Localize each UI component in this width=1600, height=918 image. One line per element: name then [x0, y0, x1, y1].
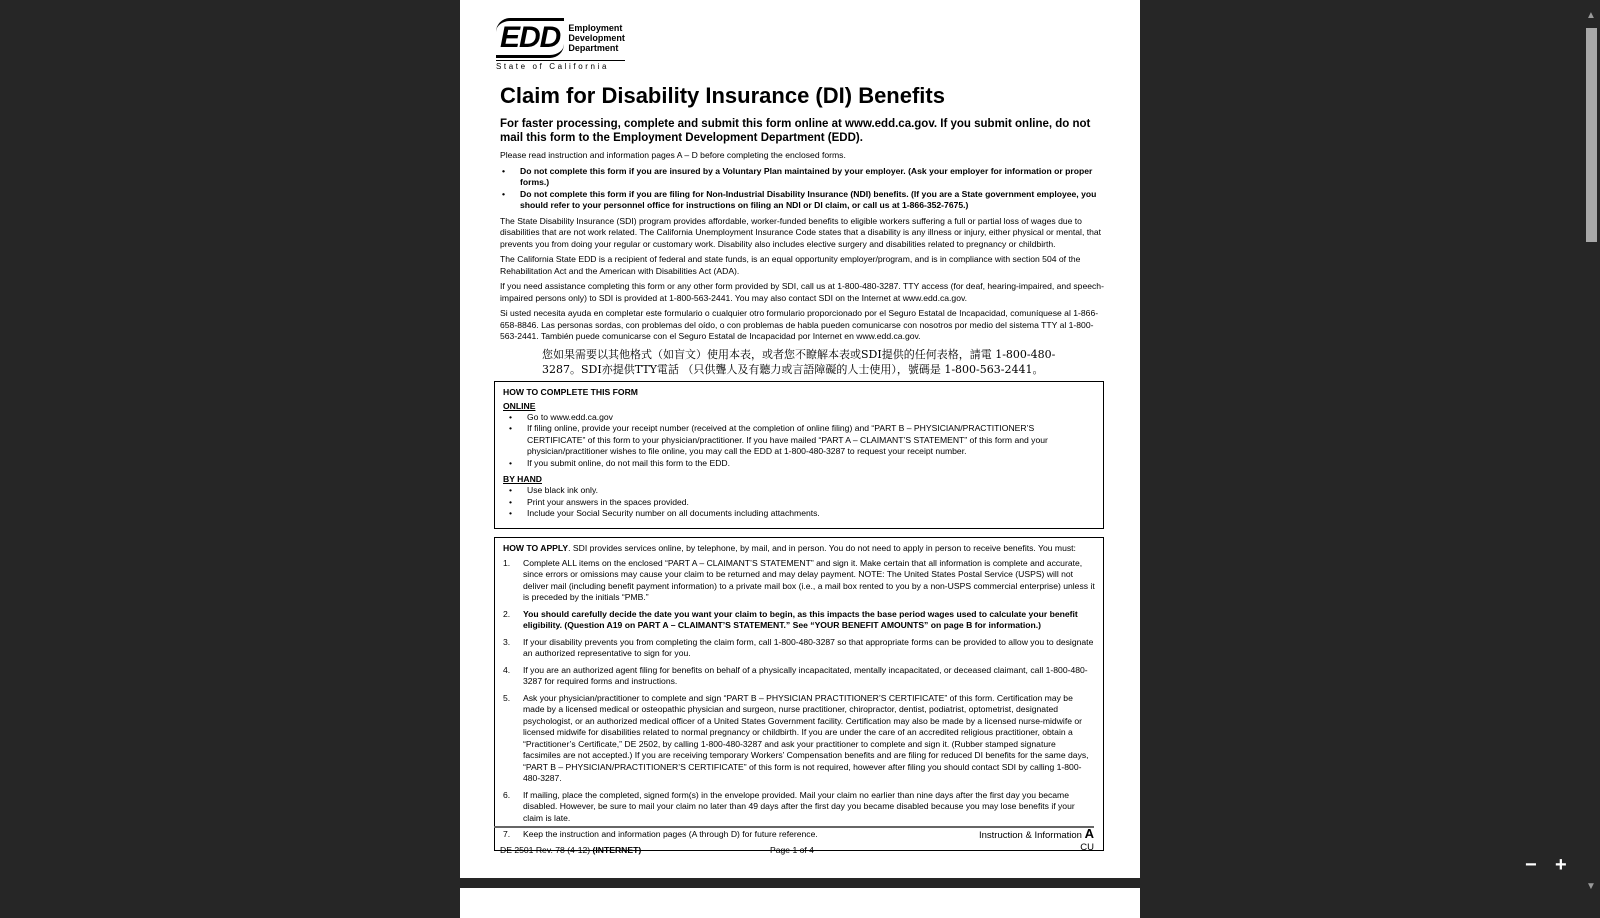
edd-logo [496, 18, 1104, 71]
scroll-down-icon[interactable]: ▼ [1586, 881, 1596, 892]
step-number: 7. [503, 829, 511, 839]
how-to-apply-title: HOW TO APPLY [503, 542, 569, 553]
page-number: Page 1 of 4 [770, 845, 814, 855]
paragraph-chinese: 您如果需要以其他格式（如盲文）使用本表，或者您不瞭解本表或SDI提供的任何表格，請電 1-800-480-3287。SDI亦提供TTY電話 （只供聾人及有聽力或言語障礙的人士使用），號碼是 1-800-563-2441。 [542, 347, 1056, 376]
by-hand-item: • Include your Social Security number on all documents including attachments. [507, 508, 1095, 520]
online-label: ONLINE [503, 400, 536, 411]
how-to-complete-box [494, 381, 1104, 529]
paragraph-spanish: Si usted necesita ayuda en completar este formulario o cualquier otro formulario proporcionado por el Seguro Estatal de Incapacidad, comuníquese al 1-866-658-8846. Las personas sordas, con problemas del oído, o con problemas de habla pueden comunicarse con nosotros por medio del sistema TTY al 1-800-563-2441. También puede comunicarse con el Seguro Estatal de Incapacidad por Internet en www.edd.ca.gov. [500, 308, 1099, 341]
logo-line-2: Development [568, 33, 625, 43]
section-letter: A [1084, 826, 1094, 841]
apply-step [503, 790, 1095, 825]
apply-step [503, 637, 1095, 660]
step-text: Complete ALL items on the enclosed “PART A – CLAIMANT’S STATEMENT” and sign it. Make certain that all information is complete and accurate, since errors or omissions may cause your claim to be returned and may delay payment. NOTE: The United States Postal Service (USPS) will not deliver mail (including benefit payment information) to a private mail box (i.e., a mail box rented to you by a non-USPS commercial enterprise) unless it is preceded by the initials “PMB.” [523, 557, 1095, 602]
scroll-thumb[interactable] [1586, 28, 1597, 242]
footer-section [979, 828, 1094, 854]
step-number: 2. [503, 608, 511, 619]
paragraph-assistance: If you need assistance completing this form or any other form provided by SDI, call us at 1-800-480-3287. TTY access (for deaf, hearing-impaired, and speech-impaired persons only) to SDI is provided at 1-800-563-2441. You may also contact SDI on the Internet at www.edd.ca.gov. [500, 281, 1104, 303]
warning-item: • Do not complete this form if you are insured by a Voluntary Plan maintained by your employer. (Ask your employer for information or proper forms.) [500, 166, 1104, 189]
step-number: 1. [503, 557, 511, 568]
page-title: Claim for Disability Insurance (DI) Benefits [500, 83, 945, 108]
apply-steps [503, 558, 1095, 841]
form-id: DE 2501 Rev. 78 (4-12) [500, 845, 591, 855]
logo-line-1: Employment [568, 23, 623, 33]
by-hand-item: • Use black ink only. [507, 485, 1095, 497]
next-page-preview [460, 888, 1140, 918]
step-text: Keep the instruction and information pages (A through D) for future reference. [523, 829, 818, 839]
lead-text: For faster processing, complete and submit this form online at www.edd.ca.gov. If you submit online, do not mail this form to the Employment Development Department (EDD). [500, 118, 1091, 144]
footer-form-id [500, 845, 641, 855]
document-page [460, 0, 1140, 878]
paragraph-ada: The California State EDD is a recipient of federal and state funds, is an equal opportunity employer/program, and is in compliance with section 504 of the Rehabilitation Act and the American with Disabilities Act (ADA). [500, 254, 1081, 276]
online-item: • If filing online, provide your receipt number (received at the completion of online filing) and “PART B – PHYSICIAN/PRACTITIONER’S CERTIFICATE” of this form to your physician/practitioner. If you have mailed “PART A – CLAIMANT’S STATEMENT” of this form and your physician/practitioner wishes to file online, you may call the EDD at 1-800-480-3287 to request your receipt number. [507, 423, 1095, 458]
form-tag: (INTERNET) [592, 845, 642, 855]
logo-state: State of California [496, 60, 625, 71]
how-to-apply-intro: . SDI provides services online, by telephone, by mail, and in person. You do not need to apply in person to receive benefits. You must: [568, 542, 1076, 553]
warning-item: • Do not complete this form if you are filing for Non-Industrial Disability Insurance (NDI) benefits. (If you are a State government employee, you should refer to your personnel office for instructions on filing an NDI or DI claim, or call us at 1-866-352-7675.) [500, 189, 1104, 212]
step-number: 4. [503, 664, 511, 675]
section-code: CU [1080, 842, 1094, 853]
warning-list [500, 166, 1104, 212]
apply-step [503, 609, 1095, 632]
zoom-out-button[interactable]: − [1525, 854, 1537, 876]
apply-step [503, 558, 1095, 604]
step-text: You should carefully decide the date you want your claim to begin, as this impacts the base period wages used to calculate your benefit eligibility. (Question A19 on PART A – CLAIMANT’S STATEMENT.” See “YOUR BENEFIT AMOUNTS” on page B for information.) [523, 608, 1078, 630]
scroll-up-icon[interactable]: ▲ [1586, 10, 1596, 21]
step-number: 6. [503, 789, 511, 800]
how-to-complete-title: HOW TO COMPLETE THIS FORM [503, 386, 638, 397]
by-hand-item: • Print your answers in the spaces provided. [507, 497, 1095, 509]
step-number: 5. [503, 692, 511, 703]
how-to-apply-box [494, 537, 1104, 851]
apply-step [503, 665, 1095, 688]
edd-logo-mark: EDD [496, 18, 564, 58]
step-text: Ask your physician/practitioner to complete and sign “PART B – PHYSICIAN PRACTITIONER’S CERTIFICATE” of this form. Certification may be made by a licensed medical or osteopathic physician and surgeon, nurse practitioner, chiropractor, dentist, podiatrist, optometrist, designated psychologist, or an authorized medical officer of a United States Government facility. Certification may also be made by a licensed nurse-midwife or licensed midwife for disabilities related to normal pregnancy or childbirth. If you are under the care of an accredited religious practitioner, obtain a “Practitioner’s Certificate,” DE 2502, by calling 1-800-480-3287 and ask your practitioner to complete and sign it. (Rubber stamped signature facsimiles are not accepted.) If you are receiving temporary Workers’ Compensation benefits and are filing for reduced DI benefits for the same days, “PART B – PHYSICIAN/PRACTITIONER’S CERTIFICATE” of this form is not required, however after filing you should contact SDI by calling 1-800-480-3287. [523, 692, 1089, 783]
step-number: 3. [503, 636, 511, 647]
vertical-scrollbar[interactable] [1583, 0, 1600, 900]
section-label: Instruction & Information [979, 830, 1082, 841]
apply-step [503, 693, 1095, 785]
online-item: • If you submit online, do not mail this form to the EDD. [507, 458, 1095, 470]
step-text: If your disability prevents you from completing the claim form, call 1-800-480-3287 so that appropriate forms can be provided to allow you to designate an authorized representative to sign for you. [523, 636, 1094, 658]
read-instructions: Please read instruction and information pages A – D before completing the enclosed forms. [500, 150, 846, 160]
paragraph-sdi: The State Disability Insurance (SDI) program provides affordable, worker-funded benefits to eligible workers suffering a full or partial loss of wages due to disabilities that are not work related. The California Unemployment Insurance Code states that a disability is any illness or injury, either physical or mental, that prevents you from doing your regular or customary work. Disability also includes elective surgery and disabilities related to pregnancy or childbirth. [500, 215, 1102, 249]
zoom-in-button[interactable]: + [1555, 854, 1567, 876]
online-list [507, 412, 1095, 470]
logo-line-3: Department [568, 43, 619, 53]
by-hand-label: BY HAND [503, 474, 542, 484]
step-text: If you are an authorized agent filing for benefits on behalf of a physically incapacitated, mentally incapacitated, or deceased claimant, call 1-800-480-3287 for required forms and instructions. [523, 664, 1088, 686]
online-item: • Go to www.edd.ca.gov [507, 412, 1095, 424]
step-text: If mailing, place the completed, signed form(s) in the envelope provided. Mail your claim no earlier than nine days after the first day you became disabled. However, be sure to mail your claim no later than 49 days after the first day you became disabled because you may lose benefits if your claim is late. [523, 789, 1075, 823]
by-hand-list [507, 485, 1095, 520]
